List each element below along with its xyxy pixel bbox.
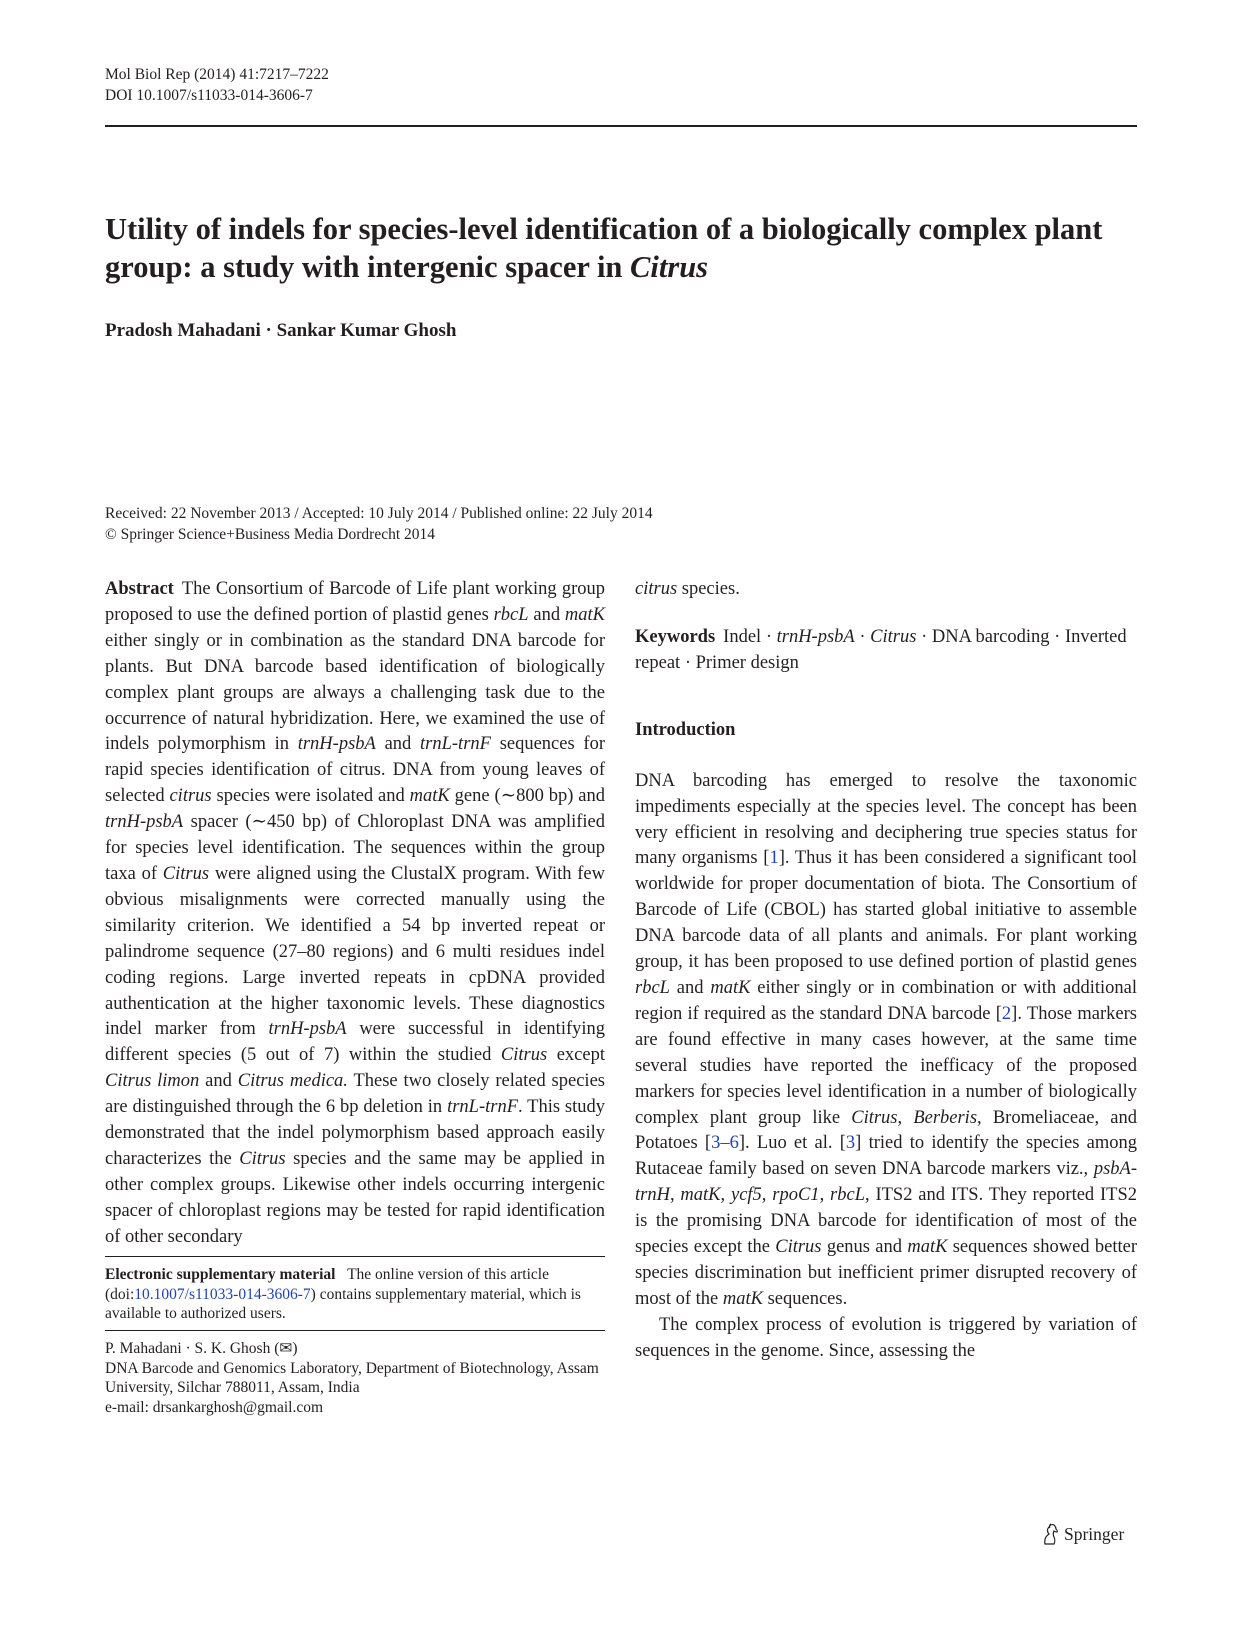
abstract-end: citrus species. <box>635 579 740 599</box>
affiliation-email: e-mail: drsankarghosh@gmail.com <box>105 1398 324 1416</box>
doi-link[interactable]: 10.1007/s11033-014-3606-7 <box>134 1285 311 1303</box>
footnote-rule-1 <box>105 1256 605 1257</box>
doi-line: DOI 10.1007/s11033-014-3606-7 <box>105 87 313 104</box>
intro-paragraph-1: DNA barcoding has emerged to resolve the taxonomic impediments especially at the species level. The concept has been very efficient in resolving and deciphering true species status for many organisms [1]. Thus it has been considered a significant tool worldwide for proper documentation of biota. The Consortium of Barcode of Life (CBOL) has started global initiative to assemble DNA barcode data of all plants and animals. For plant working group, it has been proposed to use defined portion of plastid genes rbcL and matK either singly or in combination or with additional region if required as the standard DNA barcode [2]. Those markers are found effective in many cases however, at the same time several studies have reported the inefficacy of the proposed markers for species level identification in a number of biologically complex plant group like Citrus, Berberis, Bromeliaceae, and Potatoes [3–6]. Luo et al. [3] tried to identify the species among Rutaceae family based on seven DNA barcode markers viz., psbA-trnH, matK, ycf5, rpoC1, rbcL, ITS2 and ITS. They reported ITS2 is the promising DNA barcode for identification of most of the species except the Citrus genus and matK sequences showed better species discrimination but inefficient primer disrupted recovery of most of the matK sequences. <box>635 770 1138 1309</box>
citation-link[interactable]: 3 <box>845 1133 856 1154</box>
copyright: © Springer Science+Business Media Dordrecht 2014 <box>105 526 436 543</box>
abstract: Abstract The Consortium of Barcode of Life plant working group proposed to use the defined portion of plastid genes rbcL and matK either singly or in combination as the standard DNA barcode for plants. But DNA barcode based identification of biologically complex plant groups are always a challenging task due to the occurrence of natural hybridization. Here, we examined the use of indels polymorphism in trnH-psbA and trnL-trnF sequences for rapid species identification of citrus. DNA from young leaves of selected citrus species were isolated and matK gene (∼800 bp) and trnH-psbA spacer (∼450 bp) of Chloroplast DNA was amplified for species level identification. The sequences within the group taxa of Citrus were aligned using the ClustalX program. With few obvious misalignments were corrected manually using the similarity criterion. We identified a 54 bp inverted repeat or palindrome sequence (27–80 regions) and 6 multi residues indel coding regions. Large inverted repeats in cpDNA provided authentication at the higher taxonomic levels. These diagnostics indel marker from trnH-psbA were successful in identifying different species (5 out of 7) within the studied Citrus except Citrus limon and Citrus medica. These two closely related species are distinguished through the 6 bp deletion in trnL-trnF. This study demonstrated that the indel polymorphism based approach easily characterizes the Citrus species and the same may be applied in other complex groups. Likewise other indels occurring intergenic spacer of chloroplast regions may be tested for rapid identification of other secondary <box>105 579 606 1247</box>
springer-horse-icon <box>1040 1523 1060 1545</box>
affiliation-lab: DNA Barcode and Genomics Laboratory, Department of Biotechnology, Assam University, Silchar 788011, Assam, India <box>105 1359 599 1396</box>
citation-link[interactable]: 2 <box>1001 1003 1012 1024</box>
publisher-name: Springer <box>1064 1523 1125 1544</box>
header-rule <box>105 125 1137 127</box>
keywords: Keywords Indel · trnH-psbA · Citrus · DNA barcoding · Inverted repeat · Primer design <box>635 626 1127 673</box>
article-title: Utility of indels for species-level identification of a biologically complex plant group: a study with intergenic spacer in Citrus <box>105 212 1103 284</box>
abstract-continues-right: species and the same may be applied in other complex groups. Likewise other indels occurring intergenic spacer of chloroplast regions may be tested for rapid identification of other secondary <box>105 1148 605 1247</box>
authors: Pradosh Mahadani · Sankar Kumar Ghosh <box>105 320 457 341</box>
right-column <box>635 577 1137 1365</box>
keywords-label: Keywords <box>635 626 716 647</box>
citation-link[interactable]: 1 <box>769 848 779 869</box>
esm-footnote: Electronic supplementary material The online version of this article (doi:10.1007/s11033-014-3606-7) contains supplementary material, which is available to authorized users. <box>105 1266 581 1322</box>
footnote-rule-2 <box>105 1330 605 1331</box>
citation-link[interactable]: 3–6 <box>711 1133 739 1154</box>
journal-citation: Mol Biol Rep (2014) 41:7217–7222 <box>105 66 329 83</box>
article-dates <box>105 503 653 545</box>
abstract-label: Abstract <box>105 579 174 599</box>
affiliation: P. Mahadani · S. K. Ghosh (✉) DNA Barcode and Genomics Laboratory, Department of Biotechnology, Assam University, Silchar 788011, Assam, India e-mail: drsankarghosh@gmail.com <box>105 1339 605 1417</box>
envelope-icon: ✉ <box>279 1340 293 1357</box>
publisher-logo <box>1040 1523 1124 1545</box>
running-header <box>105 64 329 106</box>
intro-paragraph-2: The complex process of evolution is triggered by variation of sequences in the genome. Since, assessing the <box>635 1314 1137 1361</box>
section-heading-introduction: Introduction <box>635 719 736 740</box>
history-dates: Received: 22 November 2013 / Accepted: 10 July 2014 / Published online: 22 July 2014 <box>105 505 653 522</box>
esm-label: Electronic supplementary material <box>105 1266 336 1283</box>
